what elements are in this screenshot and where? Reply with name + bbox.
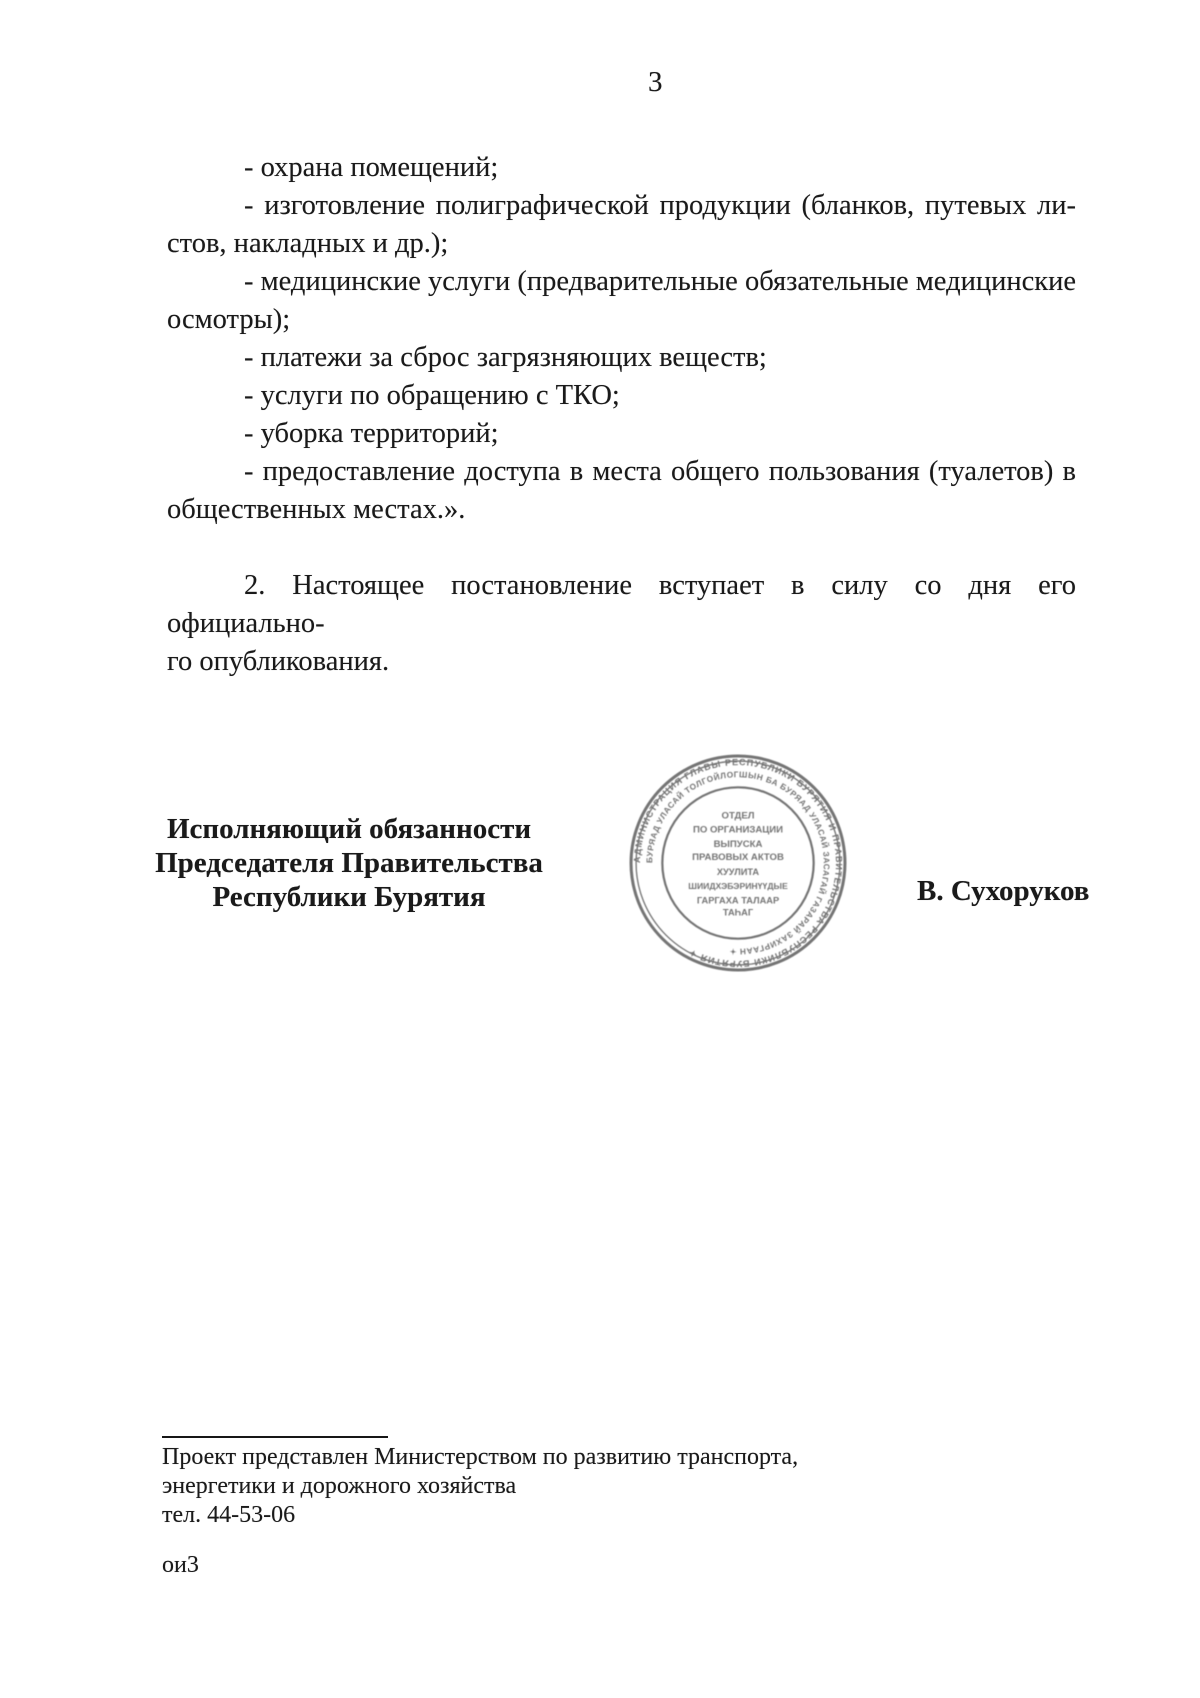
body-line: стов, накладных и др.); <box>167 228 449 259</box>
footnote-line: тел. 44-53-06 <box>162 1502 296 1528</box>
body-line: го опубликования. <box>167 646 390 677</box>
document-body <box>167 149 1076 681</box>
signatory-name: В. Сухоруков <box>917 875 1090 907</box>
body-line: - уборка территорий; <box>244 418 499 449</box>
seal-center-text: ПО ОРГАНИЗАЦИИ <box>692 824 784 836</box>
seal-outer-ring-text: АДМИНИСТРАЦИЯ ГЛАВЫ РЕСПУБЛИКИ БУРЯТИЯ И ПРАВИТЕЛЬСТВА РЕСПУБЛИКИ БУРЯТИЯ ✦ <box>632 757 844 969</box>
seal-center-text: ХУУЛИТА <box>716 867 760 878</box>
page-number: 3 <box>648 66 663 98</box>
body-line: - услуги по обращению с ТКО; <box>244 380 620 411</box>
body-line: - охрана помещений; <box>244 152 499 183</box>
body-line: - изготовление полиграфической продукции (бланков, путевых ли- <box>244 190 1076 221</box>
seal-inner-ring-text: БУРЯАД УЛАСАЙ ТОЛГОЙЛОГШЫН БА БУРЯАД УЛАСАЙ ЗАСАГАЙ ГАЗАРАЙ ЗАХИРГААН ✦ <box>645 770 831 956</box>
seal-center-text: ПРАВОВЫХ АКТОВ <box>692 851 784 863</box>
body-line: - предоставление доступа в места общего пользования (туалетов) в <box>244 456 1076 487</box>
signatory-title <box>148 812 550 914</box>
footnote <box>162 1443 798 1530</box>
seal-center-text: ВЫПУСКА <box>713 838 763 850</box>
seal-center-text: ОТДЕЛ <box>721 810 755 822</box>
body-line: общественных местах.». <box>167 494 466 525</box>
body-line: 2. Настоящее постановление вступает в силу со дня его официально- <box>167 570 1076 639</box>
footnote-separator <box>162 1436 388 1438</box>
signatory-title-line: Исполняющий обязанности <box>166 813 532 845</box>
body-line: осмотры); <box>167 304 291 335</box>
official-seal <box>626 752 850 974</box>
seal-center-text: ШИИДХЭБЭРИНҮҮДЫЕ <box>688 881 788 892</box>
footnote-line: Проект представлен Министерством по развитию транспорта, <box>162 1444 799 1470</box>
body-line: - платежи за сброс загрязняющих веществ; <box>244 342 767 373</box>
seal-center-text: ТАҺАГ <box>722 907 754 918</box>
seal-center-text: ГАРГАХА ТАЛААР <box>696 895 780 906</box>
executor-mark: ои3 <box>162 1552 199 1578</box>
signatory-title-line: Председателя Правительства <box>155 847 543 879</box>
signatory-title-line: Республики Бурятия <box>212 881 486 913</box>
paragraph-gap <box>167 529 1076 567</box>
body-line: - медицинские услуги (предварительные обязательные медицинские <box>244 266 1076 297</box>
footnote-line: энергетики и дорожного хозяйства <box>162 1473 517 1499</box>
